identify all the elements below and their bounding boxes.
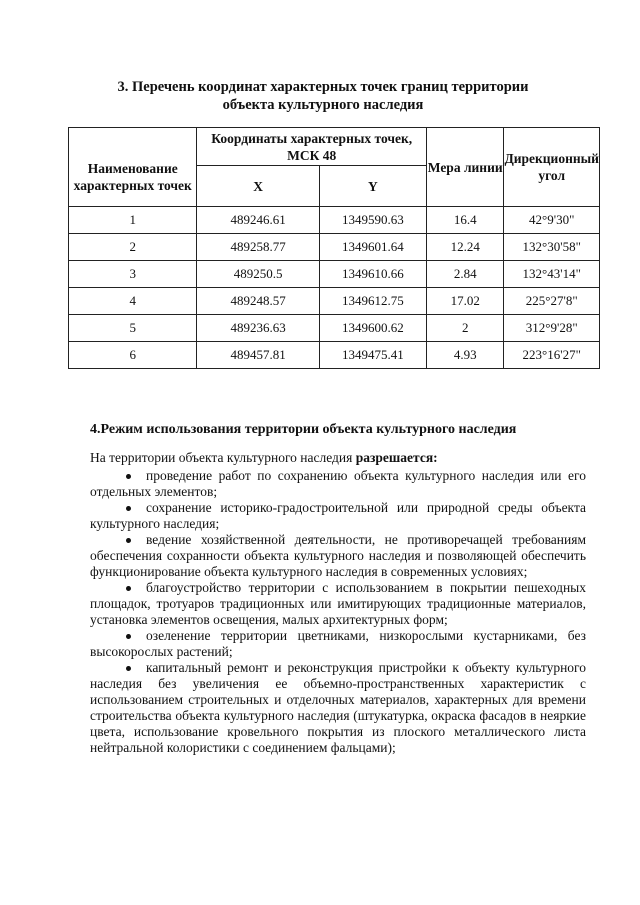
cell-measure: 12.24 [426, 234, 503, 261]
list-item-text: сохранение историко-градостроительной или природной среды объекта культурного наследия; [90, 500, 586, 531]
bullet-icon [90, 468, 146, 484]
cell-angle: 132°43'14" [504, 261, 600, 288]
list-item [90, 660, 586, 756]
cell-x: 489236.63 [197, 315, 319, 342]
cell-measure: 17.02 [426, 288, 503, 315]
header-direction-angle: Дирекционный угол [504, 128, 600, 207]
cell-y: 1349601.64 [319, 234, 426, 261]
header-y: Y [319, 166, 426, 207]
cell-y: 1349610.66 [319, 261, 426, 288]
cell-angle: 225°27'8" [504, 288, 600, 315]
list-item-text: капитальный ремонт и реконструкция пристройки к объекту культурного наследия без увеличения ее объемно-пространственных характеристик с использованием строительных и отделочных материалов, характерных для времени строительства объекта культурного наследия (штукатурка, окраска фасадов в неяркие цвета, использование кровельного покрытия из плоского металлического листа нейтральной колористики с соединением фальцами); [90, 660, 586, 755]
header-line-measure: Мера линии [426, 128, 503, 207]
intro-text: На территории объекта культурного наследия [90, 450, 356, 465]
table-row [69, 342, 600, 369]
list-item [90, 532, 586, 580]
section4-body [90, 450, 586, 756]
list-item-text: благоустройство территории с использованием в покрытии пешеходных площадок, тротуаров традиционных или имитирующих традиционные материалов, установка элементов освещения, малых архитектурных форм; [90, 580, 586, 627]
bullet-icon [90, 660, 146, 676]
bullet-icon [90, 532, 146, 548]
cell-x: 489457.81 [197, 342, 319, 369]
cell-angle: 42°9'30" [504, 207, 600, 234]
coordinates-table [68, 127, 600, 369]
cell-measure: 16.4 [426, 207, 503, 234]
bullet-icon [90, 580, 146, 596]
cell-angle: 223°16'27" [504, 342, 600, 369]
table-row [69, 288, 600, 315]
cell-point: 4 [69, 288, 197, 315]
header-coordinates-group: Координаты характерных точек, МСК 48 [197, 128, 427, 166]
cell-point: 1 [69, 207, 197, 234]
bullet-icon [90, 500, 146, 516]
cell-point: 3 [69, 261, 197, 288]
cell-measure: 2 [426, 315, 503, 342]
cell-point: 2 [69, 234, 197, 261]
table-row [69, 234, 600, 261]
list-item-text: ведение хозяйственной деятельности, не противоречащей требованиям обеспечения сохранности объекта культурного наследия и позволяющей обеспечить функционирование объекта культурного наследия в современных условиях; [90, 532, 586, 579]
table-row [69, 207, 600, 234]
list-item [90, 580, 586, 628]
cell-y: 1349612.75 [319, 288, 426, 315]
section3-title-line1: 3. Перечень координат характерных точек границ территории [117, 79, 529, 95]
table-row [69, 261, 600, 288]
cell-measure: 2.84 [426, 261, 503, 288]
header-x: X [197, 166, 319, 207]
section4-intro [90, 450, 586, 466]
cell-y: 1349600.62 [319, 315, 426, 342]
section3-heading [68, 78, 578, 114]
list-item [90, 500, 586, 532]
section3-title-line2: объекта культурного наследия [222, 97, 424, 113]
list-item [90, 468, 586, 500]
cell-x: 489258.77 [197, 234, 319, 261]
list-item-text: проведение работ по сохранению объекта культурного наследия или его отдельных элементов; [90, 468, 586, 499]
list-item [90, 628, 586, 660]
cell-angle: 312°9'28" [504, 315, 600, 342]
cell-x: 489246.61 [197, 207, 319, 234]
bullet-icon [90, 628, 146, 644]
cell-point: 5 [69, 315, 197, 342]
cell-x: 489248.57 [197, 288, 319, 315]
cell-measure: 4.93 [426, 342, 503, 369]
section4-heading: 4.Режим использования территории объекта культурного наследия [90, 422, 517, 437]
cell-y: 1349590.63 [319, 207, 426, 234]
cell-y: 1349475.41 [319, 342, 426, 369]
cell-point: 6 [69, 342, 197, 369]
header-point-name: Наименование характерных точек [69, 128, 197, 207]
table-row [69, 315, 600, 342]
list-item-text: озеленение территории цветниками, низкорослыми кустарниками, без высокорослых растений; [90, 628, 586, 659]
cell-angle: 132°30'58" [504, 234, 600, 261]
intro-bold: разрешается: [355, 450, 438, 465]
cell-x: 489250.5 [197, 261, 319, 288]
